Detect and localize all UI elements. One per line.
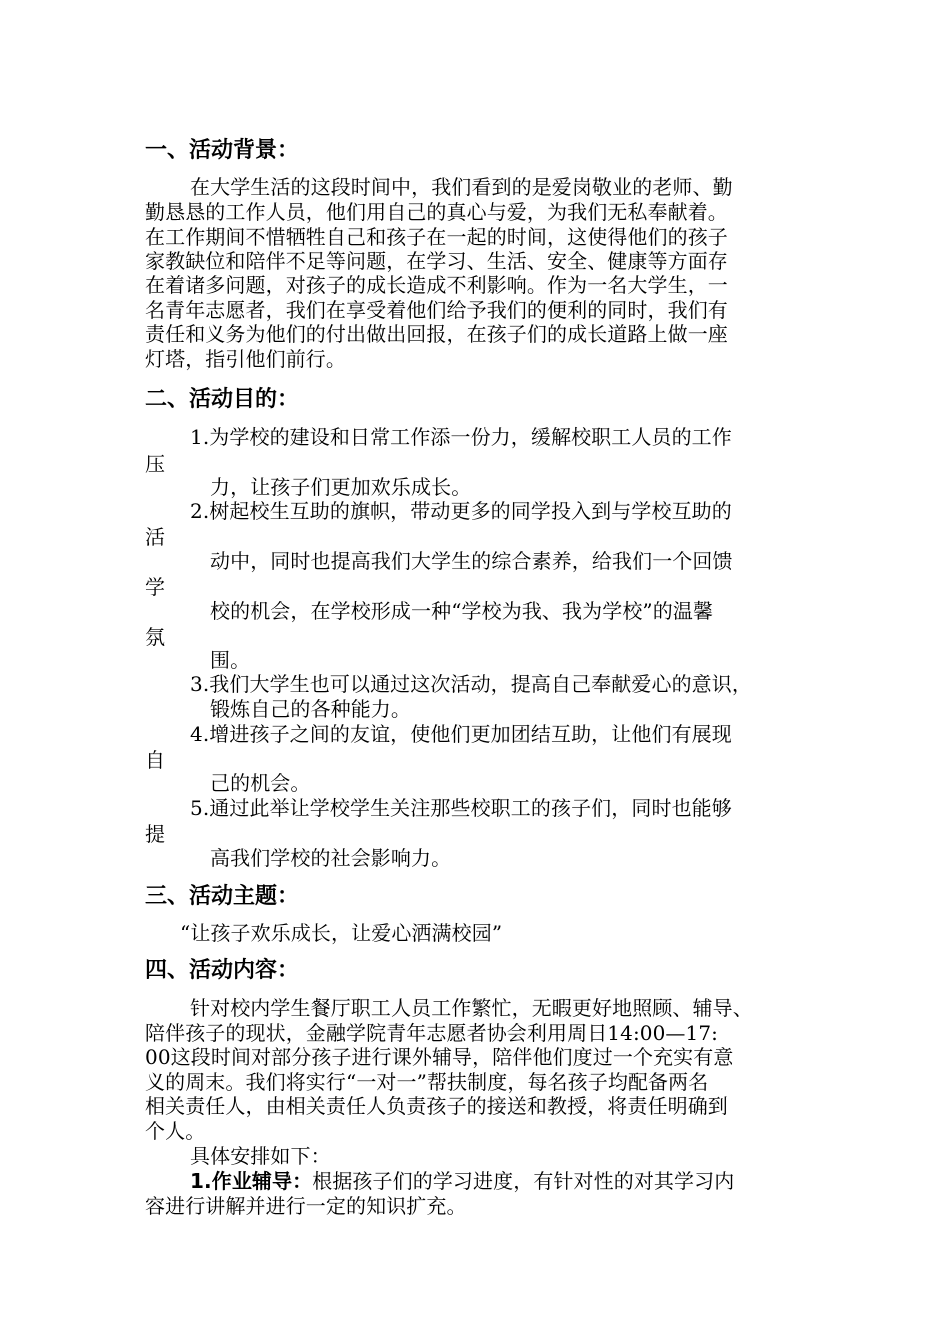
- list-item-line: 2.树起校生互助的旗帜，带动更多的同学投入到与学校互助的: [190, 499, 732, 523]
- homework-item-line: [190, 1169, 734, 1193]
- paragraph-line: 在工作期间不惜牺牲自己和孩子在一起的时间，这使得他们的孩子: [145, 225, 728, 249]
- paragraph-line: 00这段时间对部分孩子进行课外辅导，陪伴他们度过一个充实有意: [145, 1045, 734, 1069]
- list-item-line: 锻炼自己的各种能力。: [210, 697, 411, 721]
- paragraph-line: 在着诸多问题，对孩子的成长造成不利影响。作为一名大学生，一: [145, 273, 728, 297]
- list-item-wrap: 压: [145, 452, 166, 476]
- paragraph-line: 个人。: [145, 1119, 206, 1143]
- section-heading-purpose: 二、活动目的：: [145, 387, 300, 412]
- list-item-line: 4.增进孩子之间的友谊，使他们更加团结互助，让他们有展现: [190, 722, 732, 746]
- list-item-line: 力，让孩子们更加欢乐成长。: [210, 475, 472, 499]
- homework-item-text: 根据孩子们的学习进度，有针对性的对其学习内: [312, 1169, 735, 1193]
- paragraph-line: 针对校内学生餐厅职工人员工作繁忙，无暇更好地照顾、辅导、: [190, 996, 753, 1020]
- homework-item-title: 1.作业辅导：: [190, 1169, 313, 1193]
- section-heading-content: 四、活动内容：: [145, 958, 300, 983]
- paragraph-line: 相关责任人，由相关责任人负责孩子的接送和教授，将责任明确到: [145, 1094, 728, 1118]
- list-item-line: 己的机会。: [210, 771, 311, 795]
- list-item-line: 校的机会，在学校形成一种“学校为我、我为学校”的温馨: [210, 599, 714, 623]
- list-item-line: 动中，同时也提高我们大学生的综合素养，给我们一个回馈: [210, 549, 733, 573]
- list-item-wrap: 学: [145, 575, 166, 599]
- list-item-wrap: 活: [145, 525, 166, 549]
- list-item-wrap: 氛: [145, 625, 166, 649]
- list-item-line: 3.我们大学生也可以通过这次活动，提高自己奉献爱心的意识，: [190, 672, 752, 696]
- paragraph-line: 名青年志愿者，我们在享受着他们给予我们的便利的同时，我们有: [145, 298, 728, 322]
- paragraph-line: 在大学生活的这段时间中，我们看到的是爱岗敬业的老师、勤: [190, 175, 733, 199]
- section-heading-theme: 三、活动主题：: [145, 884, 300, 909]
- list-item-line: 围。: [210, 648, 251, 672]
- list-item-line: 高我们学校的社会影响力。: [210, 846, 452, 870]
- homework-item-line: 容进行讲解并进行一定的知识扩充。: [145, 1194, 467, 1218]
- paragraph-line: 灯塔，指引他们前行。: [145, 347, 346, 371]
- arrangement-intro: 具体安排如下：: [190, 1144, 331, 1168]
- list-item-line: 5.通过此举让学校学生关注那些校职工的孩子们，同时也能够: [190, 796, 732, 820]
- list-item-wrap: 提: [145, 822, 166, 846]
- list-item-wrap: 自: [145, 748, 166, 772]
- list-item-line: 1.为学校的建设和日常工作添一份力，缓解校职工人员的工作: [190, 425, 732, 449]
- section-heading-background: 一、活动背景：: [145, 138, 300, 163]
- paragraph-line: 家教缺位和陪伴不足等问题，在学习、生活、安全、健康等方面存: [145, 249, 728, 273]
- paragraph-line: 义的周末。我们将实行“一对一”帮扶制度，每名孩子均配备两名: [145, 1070, 709, 1094]
- theme-slogan: “让孩子欢乐成长，让爱心洒满校园”: [180, 921, 503, 945]
- paragraph-line: 责任和义务为他们的付出做出回报，在孩子们的成长道路上做一座: [145, 322, 728, 346]
- paragraph-line: 勤恳恳的工作人员，他们用自己的真心与爱，为我们无私奉献着。: [145, 200, 728, 224]
- paragraph-line: 陪伴孩子的现状，金融学院青年志愿者协会利用周日14:00—17:: [145, 1021, 719, 1045]
